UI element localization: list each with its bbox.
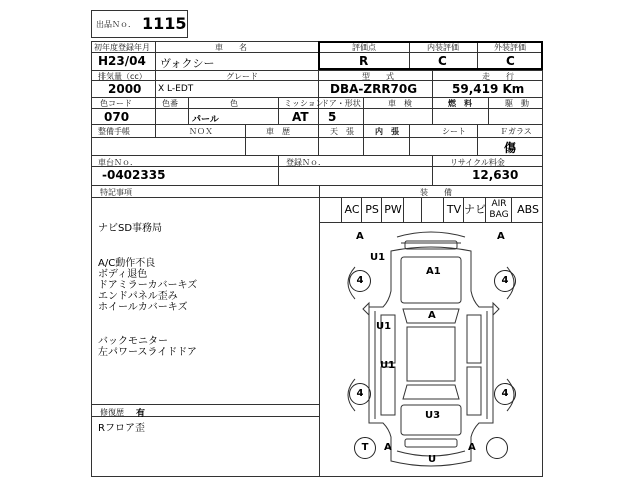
doors-value: 5 [328,110,337,124]
diag-rear-right: A [468,442,476,453]
diag-u3: U3 [425,410,441,421]
equip-airbag: AIR BAG [485,198,512,223]
displacement-value: 2000 [108,82,142,96]
displacement-label: 排気量（cc） [98,72,147,81]
repair-value: 有 [136,409,146,419]
car-name-value: ヴォクシー [160,57,215,70]
notes-list-3 [98,336,197,358]
drive-label: 駆 動 [505,99,529,108]
spare-tire: T [354,437,376,459]
notes-list [98,223,162,234]
exterior-label: 外装評価 [494,43,526,52]
note-item: エンドパネル歪み [98,291,178,302]
score-label: 評価点 [352,43,376,52]
color-code-label: 色コード [100,99,132,108]
equipment-label: 装 備 [420,188,452,197]
equip-abs: ABS [511,198,544,222]
service-book-label: 整備手帳 [98,127,130,136]
exterior-value: C [506,54,515,68]
first-reg-value: H23/04 [98,54,146,68]
chassis-value: -0402335 [102,168,166,182]
grade-value: X L-EDT [158,84,194,94]
note-item: ホイールカバーキズ [98,302,188,313]
lot-box [91,10,188,38]
interior2-label: 内 張 [375,127,399,136]
notes-label: 特記事項 [100,188,132,197]
equip-blank1 [403,198,422,222]
transmission-value: AT [292,110,309,124]
car-name-label: 車 名 [215,43,247,52]
note-item: A/C動作不良 [98,258,156,269]
equipment-row [319,198,543,223]
diag-a-mid: A [428,310,436,321]
diag-front-right: A [497,231,505,242]
tire-front-left: 4 [349,270,371,292]
color-code-value: 070 [104,110,130,124]
tire-extra [486,437,508,459]
recycle-label: リサイクル料金 [450,158,505,167]
equip-ac: AC [341,198,362,222]
fuel-label: 燃 料 [448,99,472,108]
mileage-label: 走 行 [482,72,514,81]
sunroof-label: 天 張 [330,127,354,136]
tire-rear-left: 4 [349,383,371,405]
reg-no-label: 登録Ｎｏ． [286,158,326,167]
equip-ps: PS [361,198,382,222]
repair-label: 修復歴 [100,408,124,417]
equip-blank2 [421,198,444,222]
tire-rear-right: 4 [494,383,516,405]
diag-u1-lower: U1 [380,360,396,371]
color-no-label: 色番 [162,99,178,108]
diag-front-left: A [356,231,364,242]
note-item: ボディ退色 [98,269,148,280]
history-label: 車 歴 [266,127,290,136]
first-reg-label: 初年度登録年月 [94,43,150,52]
glass-label: Ｆガラス [500,127,532,136]
inspection-label: 車 検 [388,99,412,108]
interior-value: C [438,54,447,68]
model-value: DBA-ZRR70G [330,82,418,96]
equip-navi: ナビ [463,198,486,222]
seat-label: シート [442,127,466,136]
notes-list-2 [98,258,197,313]
note-item: バックモニター [98,336,168,347]
diag-u-bottom: U [428,454,437,465]
lot-label: 出品Ｎｏ． [96,20,136,29]
diag-rear-left: A [384,442,392,453]
color-value: パール [192,115,219,125]
recycle-value: 12,630 [472,168,519,182]
repair-note: Rフロア歪 [98,423,145,434]
interior-label: 内装評価 [427,43,459,52]
equip-tv: TV [443,198,464,222]
color-label: 色 [230,99,238,108]
model-label: 型 式 [362,72,394,81]
score-value: R [359,54,369,68]
note-item: ナビSD事務局 [98,223,163,234]
note-item: ドアミラーカバーキズ [98,280,198,291]
car-diagram [319,223,543,477]
equip-pw: PW [381,198,404,222]
note-item: 左パワースライドドア [98,347,197,358]
diag-u1-left: U1 [376,321,392,332]
doors-label: ドア・形状 [321,99,361,108]
chassis-label: 車台Ｎｏ． [98,158,138,167]
tire-front-right: 4 [494,270,516,292]
diag-u1-top: U1 [370,252,386,263]
diag-a1: A1 [426,266,441,277]
mileage-value: 59,419 Km [452,82,525,96]
transmission-label: ミッション [284,99,324,108]
nox-label: ＮＯＸ [189,127,213,136]
lot-number: 1115 [142,14,187,33]
grade-label: グレード [226,72,258,81]
glass-value: 傷 [504,141,517,155]
